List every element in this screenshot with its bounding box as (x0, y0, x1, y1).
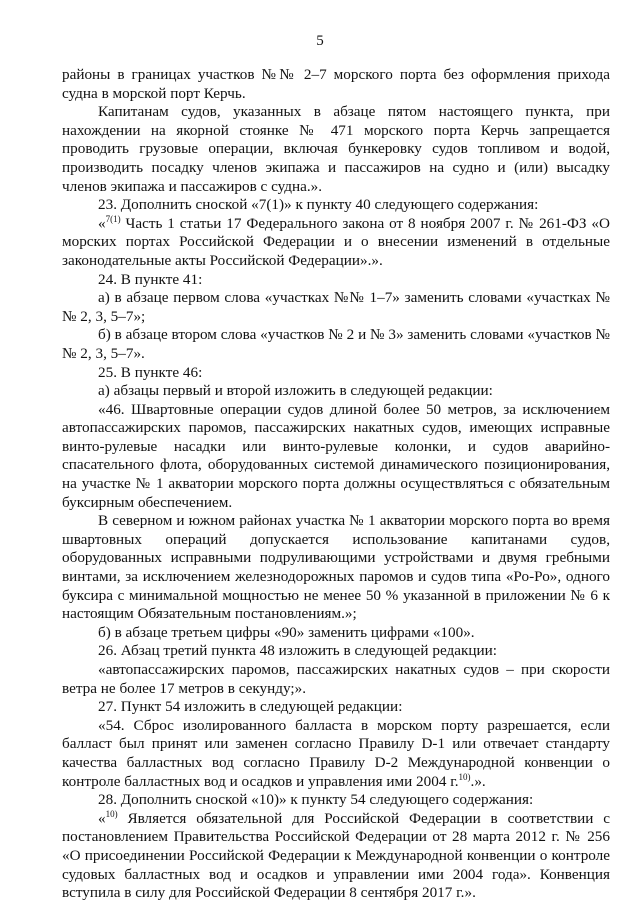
footnote-marker: 10) (458, 771, 471, 782)
item-25-a: а) абзацы первый и второй изложить в следующей редакции: (98, 382, 493, 400)
item-27: 27. Пункт 54 изложить в следующей редакции: (98, 698, 403, 716)
footnote-7-1-text: «$^{7(1)}$ Часть 1 статьи 17 Федерального закона от 8 ноября 2007 г. № 261-ФЗ «О морских портах Российской Федерации и о внесении изменений в отдельные законодательные акты Российской Федерации».». (62, 213, 610, 269)
item-26: 26. Абзац третий пункта 48 изложить в следующей редакции: (98, 642, 497, 660)
item-24: 24. В пункте 41: (98, 270, 203, 288)
clause-54-text: «54. Сброс изолированного балласта в морском порту разрешается, если балласт был принят или заменен согласно Правилу D-1 или отвечает стандарту качества балластных вод согласно Правилу D-2 Международной конвенции о контроле балластных вод и осадков и управления ими 2004 г.$^{10)}$.». (62, 716, 610, 790)
clause-48-text: «автопассажирских паромов, пассажирских накатных судов – при скорости ветра не более 17 метров в секунду;». (62, 661, 610, 697)
footnote-marker: 7(1) (105, 213, 121, 224)
document-body (62, 66, 610, 903)
item-25-b: б) в абзаце третьем цифры «90» заменить цифрами «100». (98, 623, 475, 641)
paragraph-captains: Капитанам судов, указанных в абзаце пятом настоящего пункта, при нахождении на якорной стоянке № 471 морского порта Керчь запрещается проводить грузовые операции, включая бункеровку судов топливом и водой, производить посадку членов экипажа и пассажиров на судно и (или) высадку членов экипажа и пассажиров с судна.». (62, 103, 610, 195)
item-24-b: б) в абзаце втором слова «участков № 2 и № 3» заменить словами «участков №№ 2, 3, 5–7». (62, 326, 610, 362)
item-28: 28. Дополнить сноской «10)» к пункту 54 следующего содержания: (98, 791, 534, 809)
item-24-a: а) в абзаце первом слова «участках №№ 1–7» заменить словами «участках №№ 2, 3, 5–7»; (62, 289, 610, 325)
clause-46-second: В северном и южном районах участка № 1 акватории морского порта во время швартовных операций допускается использование капитанами судов, оборудованных исправными подруливающими устройствами и двумя гребными винтами, за исключением железнодорожных паромов и судов типа «Ро-Ро», одного буксира с минимальной мощностью не менее 50 % указанной в приложении № 6 к настоящим Обязательным постановлениям.»; (62, 512, 610, 623)
footnote-10-text: «$^{10)}$ Является обязательной для Российской Федерации в соответствии с постановлением Правительства Российской Федерации от 28 марта 2012 г. № 256 «О присоединении Российской Федерации к Международной конвенции о контроле судовых балластных вод и осадков и управлении ими 2004 года». Конвенция вступила в силу для Российской Федерации 8 сентября 2017 г.». (62, 808, 610, 902)
footnote-marker: 10) (105, 808, 118, 819)
item-23: 23. Дополнить сноской «7(1)» к пункту 40 следующего содержания: (98, 196, 539, 214)
paragraph-continuation: районы в границах участков №№ 2–7 морского порта без оформления прихода судна в морской порт Керчь. (62, 66, 610, 102)
item-25: 25. В пункте 46: (98, 363, 203, 381)
clause-46-first: «46. Швартовные операции судов длиной более 50 метров, за исключением автопассажирских паромов, пассажирских накатных судов, имеющих исправные винто-рулевые насадки или винто-рулевые колонки, и судов аварийно-спасательного флота, оборудованных системой динамического позиционирования, на участке № 1 акватории морского порта должны осуществляться с обязательным буксирным обеспечением. (62, 400, 610, 511)
page-number: 5 (316, 33, 324, 49)
